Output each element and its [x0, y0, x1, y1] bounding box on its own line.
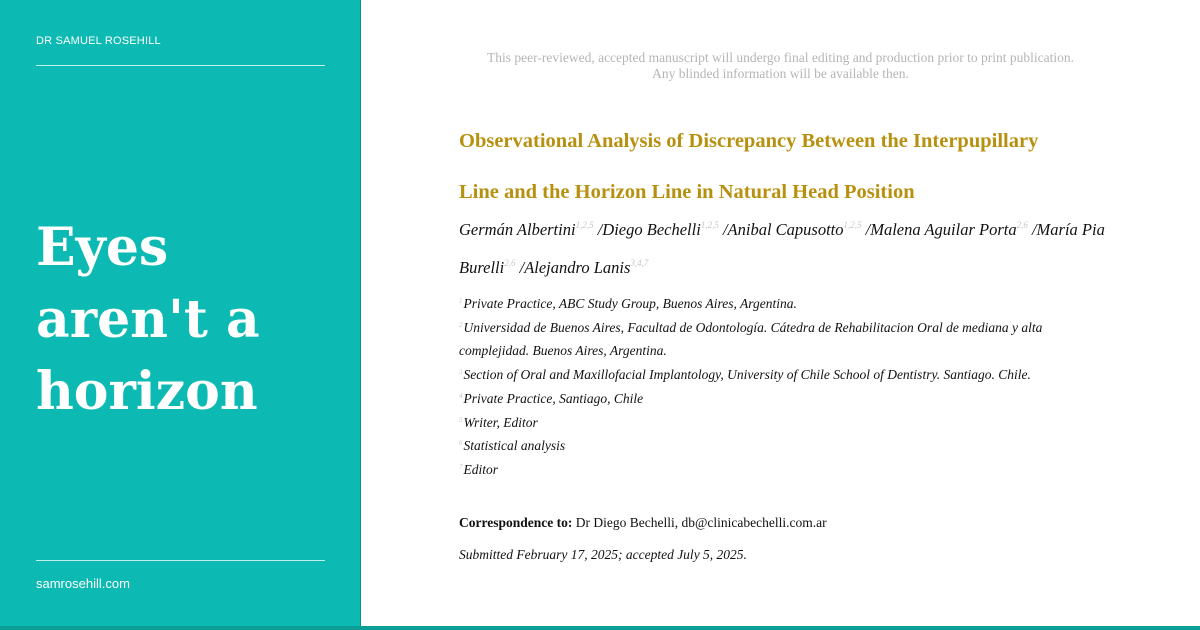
author-list: [459, 211, 1109, 287]
affiliation-item: [459, 434, 1109, 458]
site-link[interactable]: samrosehill.com: [36, 576, 130, 591]
bottom-divider: [36, 560, 325, 561]
sidebar-panel: [0, 0, 361, 630]
affiliation-number: 4: [459, 391, 463, 400]
author-prefix: /: [593, 220, 603, 239]
title-line-1: Observational Analysis of Discrepancy Between the Interpupillary: [459, 130, 1039, 152]
affiliation-item: [459, 363, 1109, 387]
author-name: Diego Bechelli: [602, 220, 701, 239]
affiliation-text: Private Practice, Santiago, Chile: [463, 390, 644, 406]
headline-line-3: horizon: [36, 361, 258, 422]
author-name: María Pia Burelli: [459, 220, 1105, 277]
headline: [36, 212, 346, 428]
affiliation-item: [459, 316, 1109, 363]
manuscript-notice: [461, 50, 1100, 82]
submission-dates: Submitted February 17, 2025; accepted July 5, 2025.: [459, 547, 747, 562]
author-name: Germán Albertini: [459, 220, 576, 239]
author-prefix: /: [515, 258, 525, 277]
author-prefix: /: [1027, 220, 1037, 239]
affiliation-text: Statistical analysis: [463, 438, 566, 454]
affiliation-number: 7: [459, 462, 463, 471]
affiliation-text: Editor: [463, 461, 499, 477]
affiliation-number: 1: [459, 297, 463, 305]
affiliation-number: 3: [459, 368, 463, 377]
affiliation-number: 6: [459, 439, 463, 448]
top-divider: [36, 65, 325, 66]
author-prefix: /: [718, 220, 728, 239]
title-line-2: Line and the Horizon Line in Natural Head Position: [459, 181, 915, 203]
author-name: Alejandro Lanis: [524, 258, 631, 277]
author-name: Anibal Capusotto: [727, 220, 844, 239]
notice-line-2: Any blinded information will be available then.: [652, 66, 909, 81]
author-affiliation-sup: 1,2,5: [843, 220, 862, 230]
affiliation-item: [459, 387, 1109, 411]
affiliation-text: Section of Oral and Maxillofacial Implantology, University of Chile School of Dentistry. Santiago. Chile.: [463, 367, 1031, 383]
author-name: Malena Aguilar Porta: [870, 220, 1017, 239]
notice-line-1: This peer-reviewed, accepted manuscript will undergo final editing and production prior to print publication.: [487, 50, 1074, 65]
headline-line-1: Eyes: [36, 217, 169, 278]
correspondence-text: Dr Diego Bechelli, db@clinicabechelli.com.ar: [572, 515, 827, 530]
bottom-accent-bar: [0, 626, 1200, 630]
affiliation-list: [459, 292, 1109, 482]
affiliation-text: Private Practice, ABC Study Group, Buenos Aires, Argentina.: [463, 296, 797, 311]
correspondence-label: Correspondence to:: [459, 515, 573, 530]
author-name: DR SAMUEL ROSEHILL: [36, 35, 161, 47]
affiliation-item: [459, 292, 1109, 316]
paper-preview: [361, 0, 1200, 626]
affiliation-number: 5: [459, 415, 463, 424]
paper-title: [459, 116, 1119, 218]
author-prefix: /: [861, 220, 871, 239]
affiliation-text: Universidad de Buenos Aires, Facultad de Odontología. Cátedra de Rehabilitacion Oral de mediana y alta complejidad. Buenos Aires, Argentina.: [459, 319, 1043, 359]
affiliation-item: [459, 458, 1109, 482]
affiliation-number: 2: [459, 320, 463, 329]
author-affiliation-sup: 1,2,5: [575, 220, 594, 230]
author-affiliation-sup: 3,4,7: [630, 258, 649, 268]
author-affiliation-sup: 1,2,5: [700, 220, 719, 230]
affiliation-text: Writer, Editor: [463, 414, 538, 430]
affiliation-item: [459, 411, 1109, 435]
author-affiliation-sup: 2,6: [1016, 220, 1028, 230]
author-affiliation-sup: 2,6: [504, 258, 516, 268]
correspondence: [459, 515, 1109, 531]
headline-line-2: aren't a: [36, 289, 260, 350]
